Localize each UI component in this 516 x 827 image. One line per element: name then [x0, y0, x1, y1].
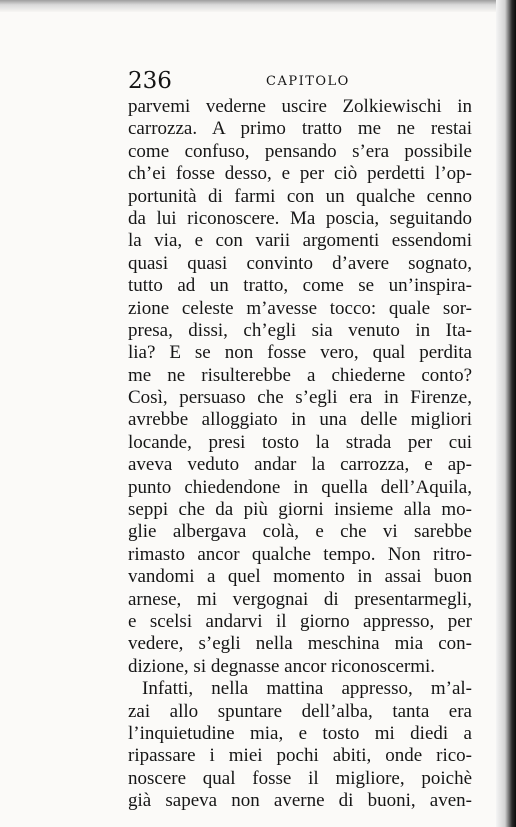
- text-line: da lui riconoscere. Ma poscia, seguitando: [128, 207, 472, 229]
- text-line: e scelsi andarvi il giorno appresso, per: [128, 610, 472, 632]
- text-line: quasi quasi convinto d’avere sognato,: [128, 252, 472, 274]
- paragraph-start-line: Infatti, nella mattina appresso, m’al-: [142, 678, 472, 700]
- text-line: lia? E se non fosse vero, qual perdita: [128, 342, 472, 364]
- text-line: avrebbe alloggiato in una delle migliori: [128, 409, 472, 431]
- text-line: zione celeste m’avesse tocco: quale sor-: [128, 297, 472, 319]
- text-line: noscere qual fosse il migliore, poichè: [128, 767, 472, 789]
- text-line: l’inquietudine mia, e tosto mi diedi a: [128, 722, 472, 744]
- text-line: locande, presi tosto la strada per cui: [128, 431, 472, 453]
- text-line: come confuso, pensando s’era possibile: [128, 140, 472, 162]
- page-header: [128, 68, 468, 94]
- text-line: rimasto ancor qualche tempo. Non ritro-: [128, 543, 472, 565]
- text-line: portunità di farmi con un qualche cenno: [128, 185, 472, 207]
- text-line: la via, e con varii argomenti essendomi: [128, 230, 472, 252]
- page-number: 236: [128, 68, 172, 94]
- text-line: Così, persuaso che s’egli era in Firenze,: [128, 387, 472, 409]
- text-line: tutto ad un tratto, come se un’inspira-: [128, 275, 472, 297]
- text-line: vedere, s’egli nella meschina mia con-: [128, 633, 472, 655]
- text-line: punto chiedendone in quella dell’Aquila,: [128, 476, 472, 498]
- text-line: seppi che da più giorni insieme alla mo-: [128, 499, 472, 521]
- running-title: CAPITOLO: [266, 74, 350, 89]
- text-line: vandomi a quel momento in assai buon: [128, 566, 472, 588]
- text-line: arnese, mi vergognai di presentarmegli,: [128, 588, 472, 610]
- text-line: dizione, si degnasse ancor riconoscermi.: [128, 655, 436, 677]
- text-line: zai allo spuntare dell’alba, tanta era: [128, 700, 472, 722]
- page-binding-edge: [496, 0, 516, 827]
- page-top-edge: [0, 0, 516, 12]
- text-line: ch’ei fosse desso, e per ciò perdetti l’op-: [128, 163, 472, 185]
- text-line: carrozza. A primo tratto me ne restai: [128, 118, 472, 140]
- text-line: me ne risulterebbe a chiederne conto?: [128, 364, 472, 386]
- text-line: glie albergava colà, e che vi sarebbe: [128, 521, 472, 543]
- body-text: [128, 96, 472, 813]
- text-line: parvemi vederne uscire Zolkiewischi in: [128, 96, 472, 117]
- text-line: aveva veduto andar la carrozza, e ap-: [128, 454, 472, 476]
- text-line: già sapeva non averne di buoni, aven-: [128, 790, 472, 812]
- text-line: presa, dissi, ch’egli sia venuto in Ita-: [128, 319, 472, 341]
- text-line: ripassare i miei pochi abiti, onde rico-: [128, 745, 472, 767]
